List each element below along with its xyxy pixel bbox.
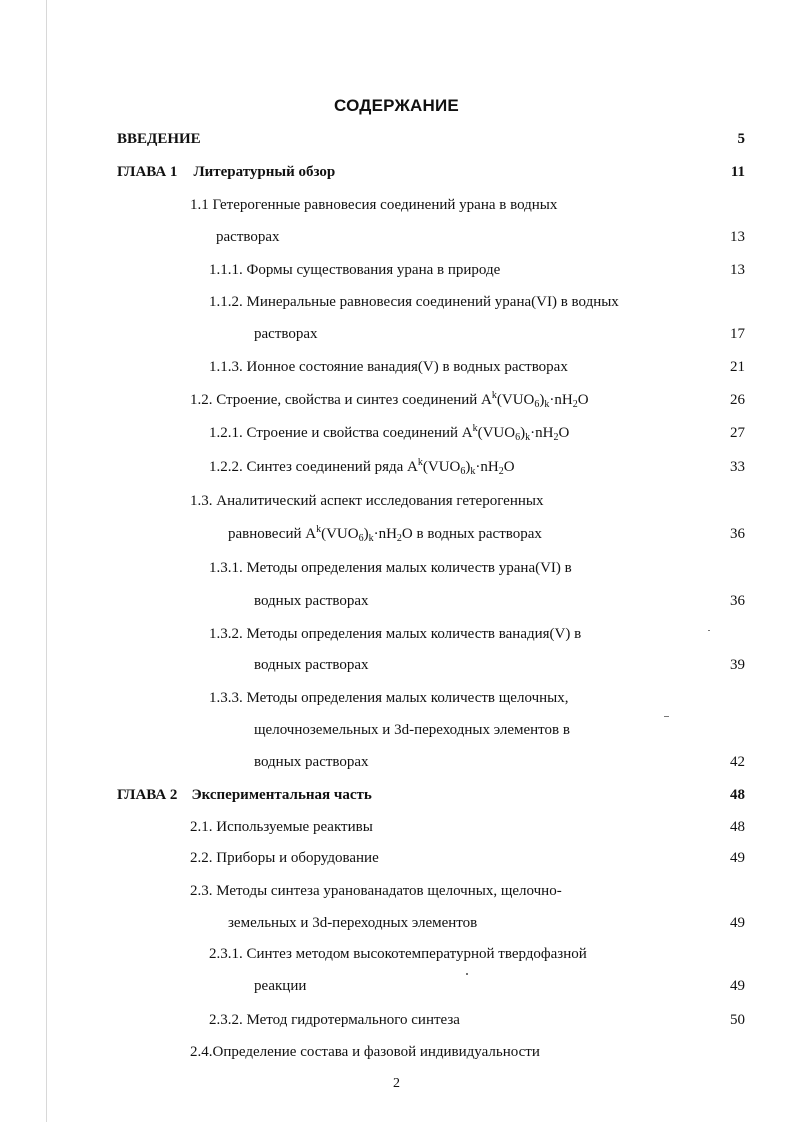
toc-entry-number: 1.2. [190, 392, 213, 408]
toc-entry-number: 1.3.3. [209, 690, 243, 706]
toc-entry-2-3-1-cont [254, 974, 745, 998]
toc-entry-text: Методы определения малых количеств урана(VI) в [246, 560, 572, 576]
toc-entry-page: 17 [730, 326, 745, 342]
toc-entry-page: 27 [730, 425, 745, 441]
toc-entry-number: 1.1.1. [209, 262, 243, 278]
scan-speck [708, 630, 710, 631]
toc-entry-1-2 [190, 388, 745, 412]
toc-entry-text: щелочноземельных и 3d-переходных элементов в [254, 722, 570, 738]
formula-subscript: 6 [515, 432, 521, 443]
toc-entry-1-3-3-cont-2 [254, 750, 745, 774]
toc-entry-text: Метод гидротермального синтеза [246, 1012, 460, 1028]
toc-entry-text: Аналитический аспект исследования гетерогенных [216, 493, 544, 509]
toc-entry-1-1-2-cont [254, 322, 745, 346]
toc-entry-number: 1.3. [190, 493, 213, 509]
formula-subscript: k [470, 466, 476, 477]
formula-subscript: 6 [460, 466, 466, 477]
toc-entry-1-3-3 [209, 686, 745, 710]
toc-entry-text: Минеральные равновесия соединений урана(VI) в водных [246, 294, 619, 310]
toc-entry-text: водных растворах [254, 593, 369, 609]
toc-entry-text: Литературный обзор [193, 164, 336, 180]
toc-entry-text: ВВЕДЕНИЕ [117, 131, 201, 147]
formula-part: ) [539, 392, 545, 408]
toc-entry-text: Строение и свойства соединений A [246, 425, 473, 441]
scan-speck [664, 716, 669, 717]
toc-entry-page: 5 [737, 131, 745, 147]
toc-entry-page: 50 [730, 1012, 745, 1028]
toc-entry-text: Формы существования урана в природе [246, 262, 501, 278]
formula-part: (VUO [422, 459, 461, 475]
toc-entry-number: 1.3.1. [209, 560, 243, 576]
toc-entry-text: Экспериментальная часть [191, 787, 372, 803]
toc-entry-1-3 [190, 489, 745, 513]
toc-entry-page: 21 [730, 359, 745, 375]
formula-part: ) [363, 526, 369, 542]
toc-entry-page: 36 [730, 526, 745, 542]
toc-entry-text: растворах [254, 326, 318, 342]
formula-part: ·nH [373, 526, 397, 542]
toc-entry-number: 2.3. [190, 883, 213, 899]
toc-entry-text: Методы определения малых количеств щелочных, [246, 690, 569, 706]
toc-entry-1-3-2 [209, 622, 745, 646]
page-number: 2 [393, 1076, 400, 1091]
toc-entry-number: 2.3.2. [209, 1012, 243, 1028]
toc-entry-introduction [117, 127, 745, 151]
toc-entry-text: водных растворах [254, 657, 369, 673]
toc-entry-1-1-3 [209, 355, 745, 379]
toc-entry-number: 1.1 [190, 197, 209, 213]
formula-subscript: 6 [358, 533, 364, 544]
formula-superscript: k [491, 390, 497, 401]
toc-entry-1-3-cont [228, 522, 745, 546]
toc-entry-1-3-3-cont-1 [254, 718, 745, 742]
toc-entry-2-2 [190, 846, 745, 870]
formula-part: O [577, 392, 589, 408]
toc-entry-1-1 [190, 193, 745, 217]
formula-part: (VUO [321, 526, 359, 542]
toc-entry-chapter-2 [117, 783, 745, 807]
formula-part: O [503, 459, 515, 475]
formula-superscript: k [316, 524, 322, 535]
toc-entry-1-3-1 [209, 556, 745, 580]
toc-entry-number: 2.1. [190, 819, 213, 835]
toc-chapter-number: ГЛАВА 1 [117, 164, 178, 180]
toc-entry-number: 2.3.1. [209, 946, 243, 962]
toc-entry-page: 11 [730, 164, 745, 180]
toc-entry-1-2-2 [209, 455, 745, 479]
toc-entry-page: 36 [730, 593, 745, 609]
toc-entry-number: 2.2. [190, 850, 213, 866]
toc-entry-2-3 [190, 879, 745, 903]
toc-entry-1-3-1-cont [254, 589, 745, 613]
toc-entry-text: водных растворах [254, 754, 369, 770]
toc-entry-1-1-1 [209, 258, 745, 282]
formula-subscript: 2 [572, 399, 578, 410]
toc-entry-number: 1.1.3. [209, 359, 243, 375]
scan-speck [466, 973, 468, 975]
toc-entry-text: Синтез методом высокотемпературной твердофазной [246, 946, 587, 962]
formula-subscript: 2 [553, 432, 559, 443]
toc-entry-2-3-2 [209, 1008, 745, 1032]
formula-subscript: 2 [396, 533, 402, 544]
toc-entry-text: Методы синтеза уранованадатов щелочных, щелочно- [216, 883, 562, 899]
toc-entry-2-4 [190, 1040, 745, 1064]
toc-entry-page: 13 [730, 229, 745, 245]
formula-part: (VUO [477, 425, 516, 441]
toc-entry-text: Гетерогенные равновесия соединений урана в водных [212, 197, 558, 213]
formula-part: (VUO [496, 392, 535, 408]
scan-edge [46, 0, 47, 1122]
toc-entry-page: 48 [730, 787, 745, 803]
toc-entry-number: 1.2.2. [209, 459, 243, 475]
toc-entry-number: 1.2.1. [209, 425, 243, 441]
toc-entry-page: 42 [730, 754, 745, 770]
toc-entry-page: 49 [730, 978, 745, 994]
toc-entry-page: 48 [730, 819, 745, 835]
toc-entry-chapter-1 [117, 160, 745, 184]
toc-entry-text: реакции [254, 978, 307, 994]
toc-entry-1-3-2-cont [254, 653, 745, 677]
formula-part: ) [465, 459, 471, 475]
toc-entry-2-3-1 [209, 942, 745, 966]
toc-entry-text: Ионное состояние ванадия(V) в водных растворах [246, 359, 568, 375]
toc-entry-page: 39 [730, 657, 745, 673]
toc-entry-text: Используемые реактивы [216, 819, 373, 835]
formula-superscript: k [472, 423, 478, 434]
toc-entry-2-1 [190, 815, 745, 839]
toc-entry-number: 1.3.2. [209, 626, 243, 642]
formula-part: ·nH [530, 425, 554, 441]
formula-superscript: k [417, 457, 423, 468]
toc-entry-2-3-cont [228, 911, 745, 935]
formula-subscript: 6 [534, 399, 540, 410]
formula-subscript: k [525, 432, 531, 443]
toc-entry-text: Приборы и оборудование [216, 850, 379, 866]
toc-entry-number: 1.1.2. [209, 294, 243, 310]
toc-entry-1-1-cont [216, 225, 745, 249]
toc-entry-1-2-1 [209, 421, 745, 445]
toc-entry-page: 49 [730, 850, 745, 866]
formula-part: O [401, 526, 413, 542]
toc-entry-page: 26 [730, 392, 745, 408]
formula-subscript: k [544, 399, 550, 410]
toc-entry-text: в водных растворах [412, 526, 542, 542]
toc-entry-text: Синтез соединений ряда A [246, 459, 418, 475]
formula-part: O [558, 425, 570, 441]
toc-entry-1-1-2 [209, 290, 745, 314]
toc-chapter-number: ГЛАВА 2 [117, 787, 178, 803]
toc-entry-page: 33 [730, 459, 745, 475]
page-title: СОДЕРЖАНИЕ [334, 96, 459, 115]
toc-entry-number: 2.4. [190, 1044, 213, 1060]
formula-subscript: k [368, 533, 374, 544]
toc-entry-text: растворах [216, 229, 280, 245]
formula-part: ·nH [549, 392, 573, 408]
toc-entry-text: Определение состава и фазовой индивидуальности [212, 1044, 540, 1060]
toc-entry-text: равновесий A [228, 526, 317, 542]
formula-subscript: 2 [498, 466, 504, 477]
formula-part: ) [520, 425, 526, 441]
toc-entry-page: 13 [730, 262, 745, 278]
toc-entry-text: Строение, свойства и синтез соединений A [216, 392, 492, 408]
toc-entry-page: 49 [730, 915, 745, 931]
toc-entry-text: Методы определения малых количеств ванадия(V) в [246, 626, 582, 642]
toc-entry-text: земельных и 3d-переходных элементов [228, 915, 478, 931]
formula-part: ·nH [475, 459, 499, 475]
